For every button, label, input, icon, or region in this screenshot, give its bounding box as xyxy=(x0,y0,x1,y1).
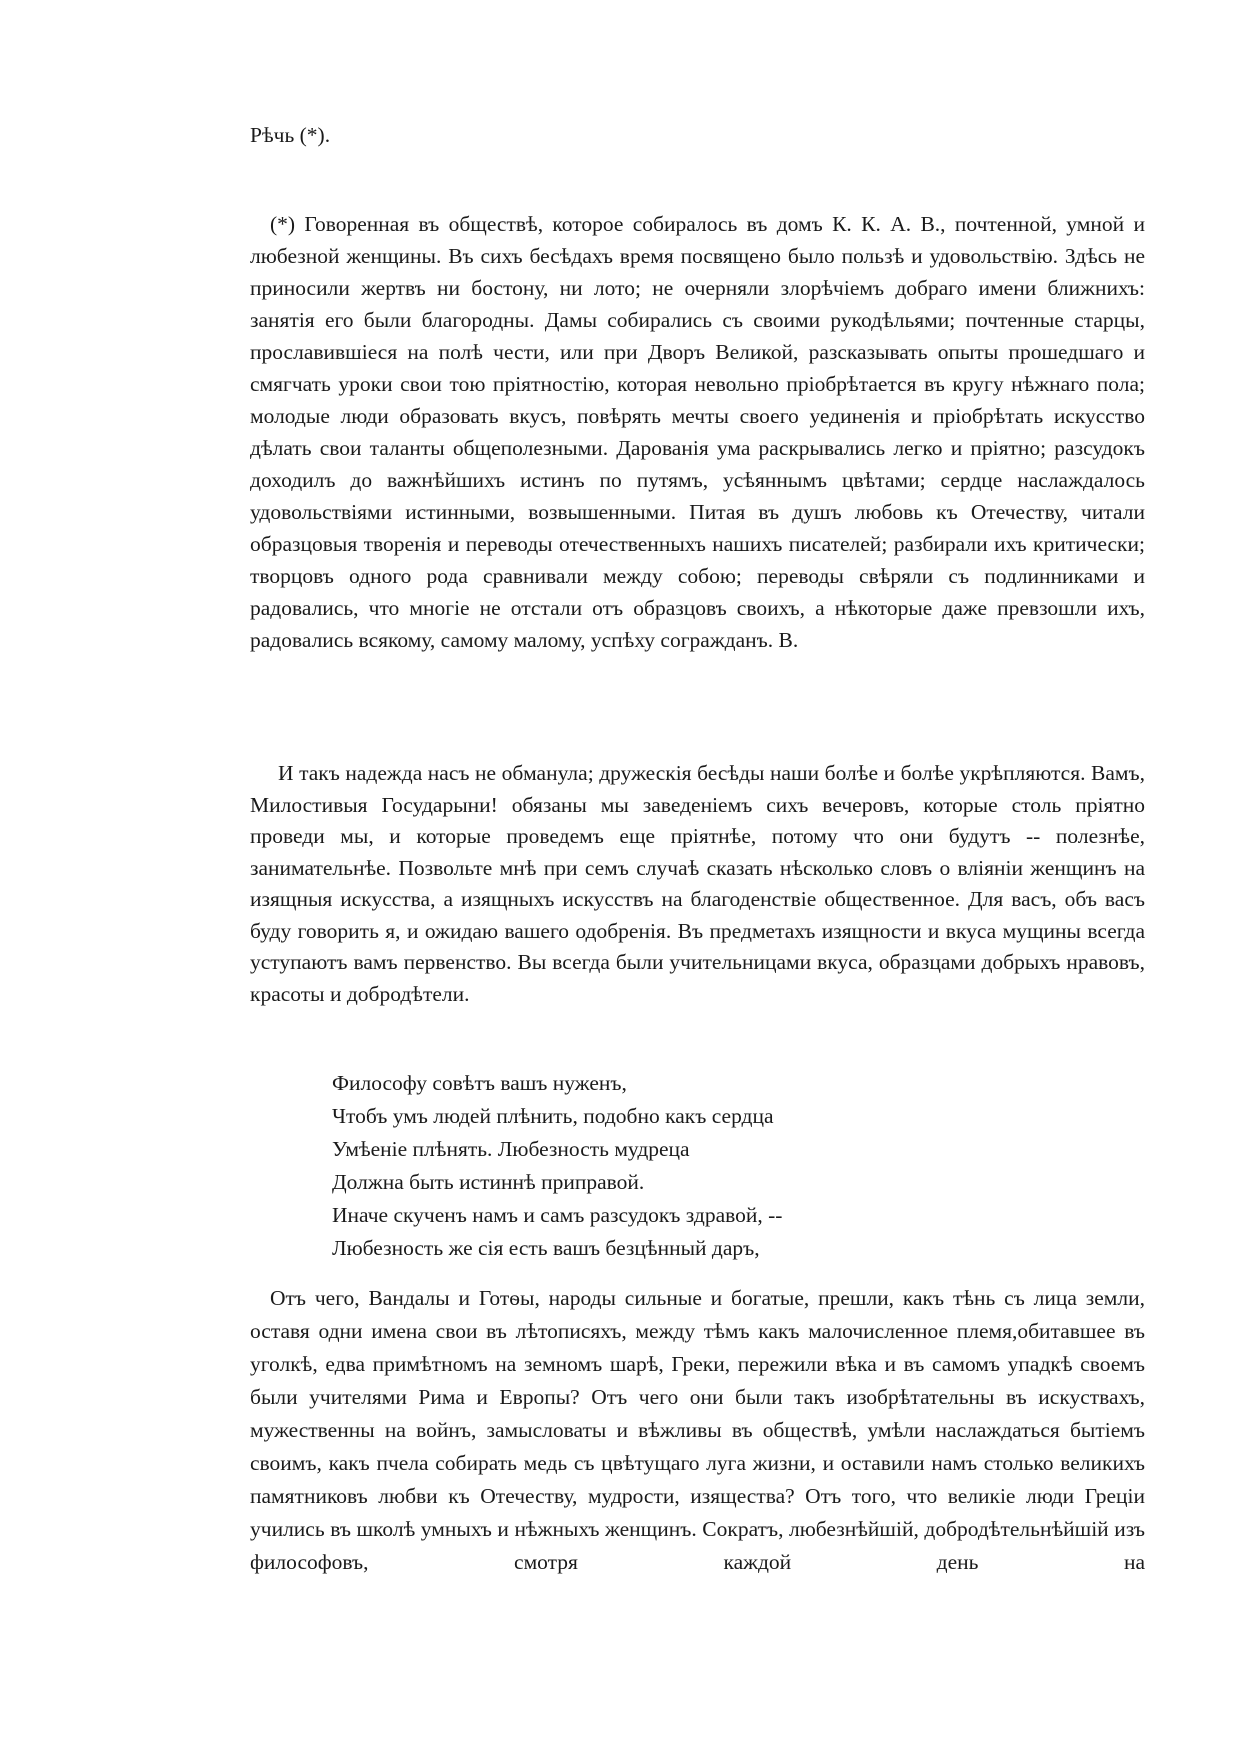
poem-line: Умѣеніе плѣнять. Любезность мудреца xyxy=(332,1137,690,1161)
poem-line: Философу совѣтъ вашъ нуженъ, xyxy=(332,1071,627,1095)
footnote-paragraph xyxy=(250,208,1145,656)
poem-line: Иначе скученъ намъ и самъ разсудокъ здравой, -- xyxy=(332,1203,783,1227)
paragraph-text: И такъ надежда насъ не обманула; дружескія бесѣды наши болѣе и болѣе укрѣпляются. Вамъ, Милостивыя Государыни! обязаны мы заведеніемъ сихъ вечеровъ, которые столь пріятно проведи мы, и которые проведемъ еще пріятнѣе, потому что они будутъ -- полезнѣе, занимательнѣе. Позвольте мнѣ при семъ случаѣ сказать нѣсколько словъ о вліяніи женщинъ на изящныя искусства, а изящныхъ искусствъ на благоденствіе общественное. Для васъ, объ васъ буду говорить я, и ожидаю вашего одобренія. Въ предметахъ изящности и вкуса мущины всегда уступаютъ вамъ первенство. Вы всегда были учительницами вкуса, образцами добрыхъ нравовъ, красоты и добродѣтели. xyxy=(250,761,1145,1006)
paragraph-text: Отъ чего, Вандалы и Готѳы, народы сильные и богатые, прешли, какъ тѣнь съ лица земли, оставя одни имена свои въ лѣтописяхъ, между тѣмъ какъ малочисленное племя,обитавшее въ уголкѣ, едва примѣтномъ на земномъ шарѣ, Греки, пережили вѣка и въ самомъ упадкѣ своемъ были учителями Рима и Европы? Отъ чего они были такъ изобрѣтательны въ искуствахъ, мужественны на войнъ, замысловаты и вѣжливы въ обществѣ, умѣли наслаждаться бытіемъ своимъ, какъ пчела собирать медь съ цвѣтущаго луга жизни, и оставили намъ столько великихъ памятниковъ любви къ Отечеству, мудрости, изящества? Отъ того, что великіе люди Греціи учились въ школѣ умныхъ и нѣжныхъ женщинъ. Сократъ, любезнѣйшій, добродѣтельнѣйшій изъ философовъ, смотря каждой день на xyxy=(250,1286,1145,1574)
title-text: Рѣчь (*). xyxy=(250,123,331,147)
document-title xyxy=(250,120,1145,150)
footnote-text: (*) Говоренная въ обществѣ, которое собиралось въ домъ К. К. А. В., почтенной, умной и любезной женщины. Въ сихъ бесѣдахъ время посвящено было пользѣ и удовольствію. Здѣсь не приносили жертвъ ни бостону, ни лото; не очерняли злорѣчіемъ добраго имени ближнихъ: занятія его были благородны. Дамы собирались съ своими рукодѣльями; почтенные старцы, прославившіеся на полѣ чести, или при Дворъ Великой, разсказывать опыты прошедшаго и смягчать уроки свои тою пріятностію, которая невольно пріобрѣтается въ кругу нѣжнаго пола; молодые люди образовать вкусъ, повѣрять мечты своего уединенія и пріобрѣтать искусство дѣлать свои таланты общеполезными. Дарованія ума раскрывались легко и пріятно; разсудокъ доходилъ до важнѣйшихъ истинъ по путямъ, усѣяннымъ цвѣтами; сердце наслаждалось удовольствіями истинными, возвышенными. Питая въ душъ любовь къ Отечеству, читали образцовыя творенія и переводы отечественныхъ нашихъ писателей; разбирали ихъ критически; творцовъ одного рода сравнивали между собою; переводы свѣряли съ подлинниками и радовались, что многіе не отстали отъ образцовъ своихъ, а нѣкоторые даже превзошли ихъ, радовались всякому, самому малому, успѣху согражданъ. В. xyxy=(250,212,1145,652)
body-paragraph-1 xyxy=(250,758,1145,1010)
poem-stanza xyxy=(332,1067,782,1265)
poem-line: Должна быть истиннѣ приправой. xyxy=(332,1170,645,1194)
poem-line: Чтобъ умъ людей плѣнить, подобно какъ сердца xyxy=(332,1104,774,1128)
body-paragraph-2 xyxy=(250,1282,1145,1579)
poem-line: Любезность же сія есть вашъ безцѣнный даръ, xyxy=(332,1236,760,1260)
